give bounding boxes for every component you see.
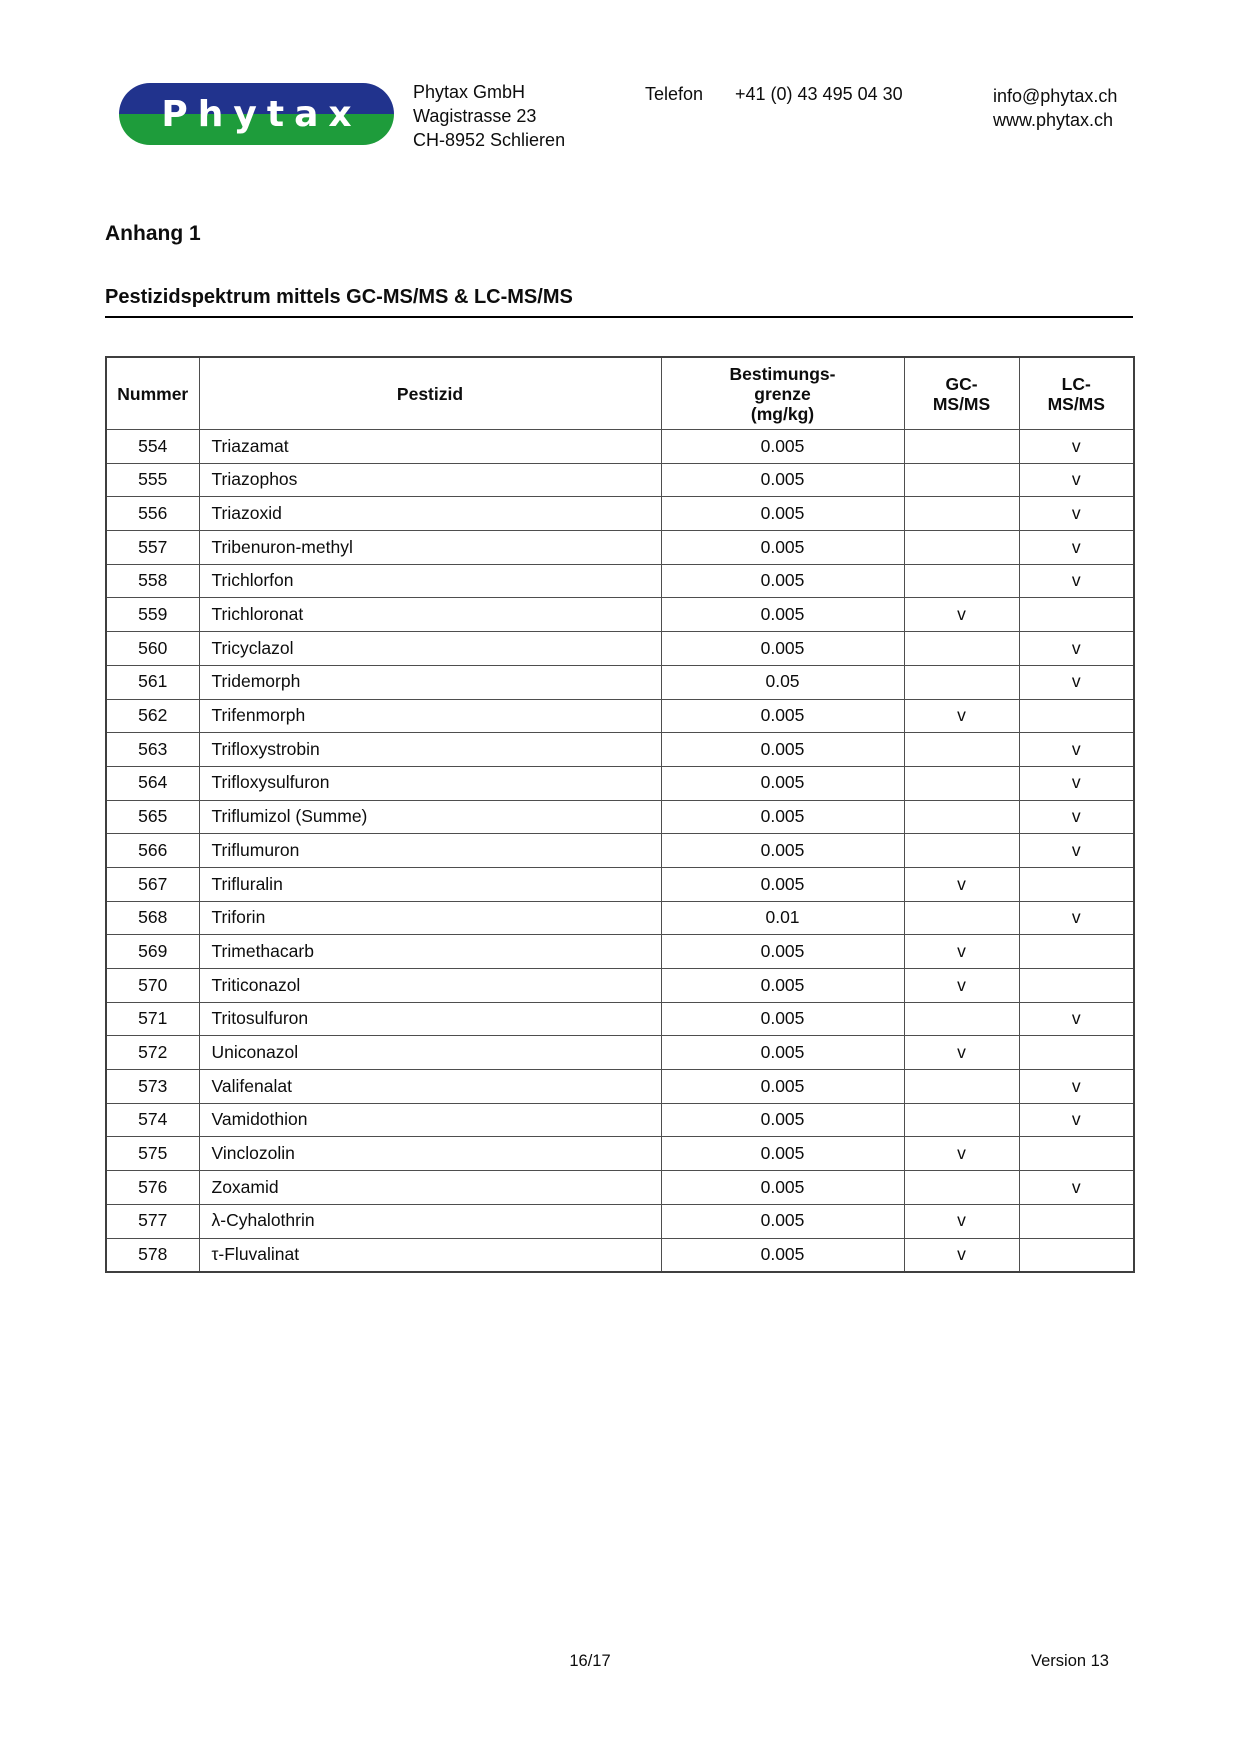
appendix-heading: Anhang 1 bbox=[105, 222, 201, 245]
cell-lc-msms: v bbox=[1019, 733, 1134, 767]
cell-bestimmungsgrenze: 0.005 bbox=[661, 1204, 904, 1238]
cell-lc-msms bbox=[1019, 1204, 1134, 1238]
email-address: info@phytax.ch bbox=[993, 86, 1118, 106]
cell-lc-msms: v bbox=[1019, 901, 1134, 935]
table-row bbox=[106, 699, 1134, 733]
cell-gc-msms bbox=[904, 531, 1019, 565]
cell-nummer: 576 bbox=[106, 1171, 199, 1205]
table-row bbox=[106, 1204, 1134, 1238]
logo-wordmark: Phytax bbox=[161, 93, 362, 135]
cell-bestimmungsgrenze: 0.005 bbox=[661, 531, 904, 565]
cell-nummer: 558 bbox=[106, 564, 199, 598]
cell-gc-msms bbox=[904, 1103, 1019, 1137]
cell-nummer: 574 bbox=[106, 1103, 199, 1137]
cell-lc-msms bbox=[1019, 699, 1134, 733]
cell-lc-msms: v bbox=[1019, 463, 1134, 497]
cell-bestimmungsgrenze: 0.005 bbox=[661, 632, 904, 666]
cell-bestimmungsgrenze: 0.005 bbox=[661, 969, 904, 1003]
cell-pestizid: Triazamat bbox=[199, 430, 661, 464]
cell-gc-msms: v bbox=[904, 969, 1019, 1003]
cell-gc-msms bbox=[904, 1070, 1019, 1104]
cell-nummer: 573 bbox=[106, 1070, 199, 1104]
header-row bbox=[106, 357, 1134, 430]
table-row bbox=[106, 531, 1134, 565]
cell-lc-msms: v bbox=[1019, 1002, 1134, 1036]
cell-nummer: 570 bbox=[106, 969, 199, 1003]
cell-pestizid: Valifenalat bbox=[199, 1070, 661, 1104]
cell-lc-msms: v bbox=[1019, 632, 1134, 666]
table-row bbox=[106, 430, 1134, 464]
table-row bbox=[106, 497, 1134, 531]
table-row bbox=[106, 1002, 1134, 1036]
cell-pestizid: Trifloxysulfuron bbox=[199, 766, 661, 800]
cell-nummer: 578 bbox=[106, 1238, 199, 1272]
cell-gc-msms: v bbox=[904, 935, 1019, 969]
table-row bbox=[106, 598, 1134, 632]
cell-nummer: 572 bbox=[106, 1036, 199, 1070]
cell-nummer: 568 bbox=[106, 901, 199, 935]
cell-nummer: 561 bbox=[106, 665, 199, 699]
cell-pestizid: Triforin bbox=[199, 901, 661, 935]
cell-pestizid: λ-Cyhalothrin bbox=[199, 1204, 661, 1238]
cell-nummer: 569 bbox=[106, 935, 199, 969]
cell-pestizid: Triazophos bbox=[199, 463, 661, 497]
cell-pestizid: Zoxamid bbox=[199, 1171, 661, 1205]
cell-lc-msms: v bbox=[1019, 1171, 1134, 1205]
table-row bbox=[106, 969, 1134, 1003]
cell-nummer: 567 bbox=[106, 867, 199, 901]
cell-nummer: 565 bbox=[106, 800, 199, 834]
cell-lc-msms: v bbox=[1019, 564, 1134, 598]
cell-lc-msms bbox=[1019, 1137, 1134, 1171]
cell-pestizid: Trichloronat bbox=[199, 598, 661, 632]
pesticide-table bbox=[105, 356, 1135, 1273]
cell-pestizid: Uniconazol bbox=[199, 1036, 661, 1070]
cell-gc-msms bbox=[904, 564, 1019, 598]
table-row bbox=[106, 1103, 1134, 1137]
cell-bestimmungsgrenze: 0.005 bbox=[661, 1137, 904, 1171]
page-number: 16/17 bbox=[569, 1652, 611, 1670]
cell-lc-msms: v bbox=[1019, 1070, 1134, 1104]
cell-lc-msms: v bbox=[1019, 766, 1134, 800]
column-header-bestimmungsgrenze: Bestimungs- grenze (mg/kg) bbox=[661, 357, 904, 430]
cell-gc-msms bbox=[904, 430, 1019, 464]
cell-bestimmungsgrenze: 0.005 bbox=[661, 497, 904, 531]
cell-pestizid: Trimethacarb bbox=[199, 935, 661, 969]
cell-lc-msms: v bbox=[1019, 1103, 1134, 1137]
table-row bbox=[106, 1036, 1134, 1070]
cell-pestizid: Tribenuron-methyl bbox=[199, 531, 661, 565]
column-header-gc-msms: GC- MS/MS bbox=[904, 357, 1019, 430]
cell-bestimmungsgrenze: 0.005 bbox=[661, 564, 904, 598]
cell-gc-msms bbox=[904, 800, 1019, 834]
cell-bestimmungsgrenze: 0.005 bbox=[661, 1036, 904, 1070]
cell-gc-msms: v bbox=[904, 1238, 1019, 1272]
cell-gc-msms: v bbox=[904, 598, 1019, 632]
cell-bestimmungsgrenze: 0.005 bbox=[661, 1103, 904, 1137]
cell-pestizid: Vamidothion bbox=[199, 1103, 661, 1137]
cell-lc-msms: v bbox=[1019, 834, 1134, 868]
cell-pestizid: Triflumuron bbox=[199, 834, 661, 868]
company-street: Wagistrasse 23 bbox=[413, 106, 537, 126]
cell-nummer: 566 bbox=[106, 834, 199, 868]
cell-gc-msms: v bbox=[904, 867, 1019, 901]
version-label: Version 13 bbox=[1031, 1652, 1109, 1670]
cell-bestimmungsgrenze: 0.005 bbox=[661, 1002, 904, 1036]
cell-bestimmungsgrenze: 0.005 bbox=[661, 733, 904, 767]
cell-bestimmungsgrenze: 0.005 bbox=[661, 1070, 904, 1104]
column-header-nummer: Nummer bbox=[106, 357, 199, 430]
cell-lc-msms: v bbox=[1019, 430, 1134, 464]
cell-gc-msms bbox=[904, 632, 1019, 666]
pesticide-table-header bbox=[106, 357, 1134, 430]
column-header-lc-msms: LC- MS/MS bbox=[1019, 357, 1134, 430]
cell-nummer: 564 bbox=[106, 766, 199, 800]
table-row bbox=[106, 901, 1134, 935]
cell-pestizid: Trifloxystrobin bbox=[199, 733, 661, 767]
phone-number: +41 (0) 43 495 04 30 bbox=[735, 84, 903, 104]
phone-label: Telefon bbox=[645, 84, 704, 104]
cell-lc-msms bbox=[1019, 1036, 1134, 1070]
table-row bbox=[106, 564, 1134, 598]
cell-lc-msms: v bbox=[1019, 800, 1134, 834]
cell-bestimmungsgrenze: 0.005 bbox=[661, 430, 904, 464]
cell-pestizid: Trifluralin bbox=[199, 867, 661, 901]
cell-lc-msms: v bbox=[1019, 665, 1134, 699]
cell-bestimmungsgrenze: 0.005 bbox=[661, 1238, 904, 1272]
table-row bbox=[106, 632, 1134, 666]
table-row bbox=[106, 834, 1134, 868]
table-row bbox=[106, 935, 1134, 969]
cell-lc-msms bbox=[1019, 1238, 1134, 1272]
cell-gc-msms bbox=[904, 665, 1019, 699]
cell-gc-msms: v bbox=[904, 699, 1019, 733]
cell-nummer: 575 bbox=[106, 1137, 199, 1171]
pesticide-table-body bbox=[106, 430, 1134, 1273]
cell-pestizid: Tricyclazol bbox=[199, 632, 661, 666]
table-row bbox=[106, 1171, 1134, 1205]
cell-nummer: 571 bbox=[106, 1002, 199, 1036]
website-address: www.phytax.ch bbox=[993, 110, 1114, 130]
cell-gc-msms bbox=[904, 901, 1019, 935]
cell-gc-msms bbox=[904, 1002, 1019, 1036]
cell-bestimmungsgrenze: 0.005 bbox=[661, 834, 904, 868]
cell-lc-msms bbox=[1019, 867, 1134, 901]
cell-nummer: 562 bbox=[106, 699, 199, 733]
table-row bbox=[106, 800, 1134, 834]
company-name: Phytax GmbH bbox=[413, 82, 526, 102]
cell-lc-msms bbox=[1019, 969, 1134, 1003]
cell-gc-msms: v bbox=[904, 1137, 1019, 1171]
table-row bbox=[106, 733, 1134, 767]
cell-nummer: 560 bbox=[106, 632, 199, 666]
cell-nummer: 559 bbox=[106, 598, 199, 632]
cell-gc-msms bbox=[904, 1171, 1019, 1205]
table-row bbox=[106, 1238, 1134, 1272]
cell-bestimmungsgrenze: 0.005 bbox=[661, 766, 904, 800]
cell-nummer: 557 bbox=[106, 531, 199, 565]
cell-lc-msms: v bbox=[1019, 497, 1134, 531]
cell-lc-msms bbox=[1019, 935, 1134, 969]
company-city: CH-8952 Schlieren bbox=[413, 130, 566, 150]
cell-gc-msms bbox=[904, 834, 1019, 868]
cell-bestimmungsgrenze: 0.005 bbox=[661, 699, 904, 733]
cell-bestimmungsgrenze: 0.005 bbox=[661, 1171, 904, 1205]
cell-gc-msms: v bbox=[904, 1036, 1019, 1070]
cell-nummer: 556 bbox=[106, 497, 199, 531]
phytax-logo bbox=[119, 83, 394, 145]
table-row bbox=[106, 463, 1134, 497]
company-address bbox=[413, 80, 565, 152]
cell-lc-msms bbox=[1019, 598, 1134, 632]
table-row bbox=[106, 1070, 1134, 1104]
cell-pestizid: Trichlorfon bbox=[199, 564, 661, 598]
cell-pestizid: Vinclozolin bbox=[199, 1137, 661, 1171]
cell-bestimmungsgrenze: 0.005 bbox=[661, 935, 904, 969]
cell-gc-msms: v bbox=[904, 1204, 1019, 1238]
cell-pestizid: τ-Fluvalinat bbox=[199, 1238, 661, 1272]
cell-bestimmungsgrenze: 0.005 bbox=[661, 867, 904, 901]
cell-pestizid: Trifenmorph bbox=[199, 699, 661, 733]
cell-bestimmungsgrenze: 0.005 bbox=[661, 800, 904, 834]
cell-lc-msms: v bbox=[1019, 531, 1134, 565]
cell-nummer: 554 bbox=[106, 430, 199, 464]
cell-bestimmungsgrenze: 0.005 bbox=[661, 463, 904, 497]
cell-bestimmungsgrenze: 0.005 bbox=[661, 598, 904, 632]
section-title: Pestizidspektrum mittels GC-MS/MS & LC-MS/MS bbox=[105, 286, 1133, 318]
contact-web bbox=[993, 84, 1117, 132]
cell-pestizid: Triticonazol bbox=[199, 969, 661, 1003]
cell-bestimmungsgrenze: 0.05 bbox=[661, 665, 904, 699]
column-header-pestizid: Pestizid bbox=[199, 357, 661, 430]
table-row bbox=[106, 1137, 1134, 1171]
cell-pestizid: Triazoxid bbox=[199, 497, 661, 531]
table-row bbox=[106, 867, 1134, 901]
cell-bestimmungsgrenze: 0.01 bbox=[661, 901, 904, 935]
cell-gc-msms bbox=[904, 766, 1019, 800]
cell-nummer: 563 bbox=[106, 733, 199, 767]
cell-pestizid: Tritosulfuron bbox=[199, 1002, 661, 1036]
cell-nummer: 555 bbox=[106, 463, 199, 497]
cell-gc-msms bbox=[904, 733, 1019, 767]
cell-pestizid: Triflumizol (Summe) bbox=[199, 800, 661, 834]
table-row bbox=[106, 766, 1134, 800]
cell-pestizid: Tridemorph bbox=[199, 665, 661, 699]
cell-gc-msms bbox=[904, 497, 1019, 531]
cell-nummer: 577 bbox=[106, 1204, 199, 1238]
table-row bbox=[106, 665, 1134, 699]
cell-gc-msms bbox=[904, 463, 1019, 497]
